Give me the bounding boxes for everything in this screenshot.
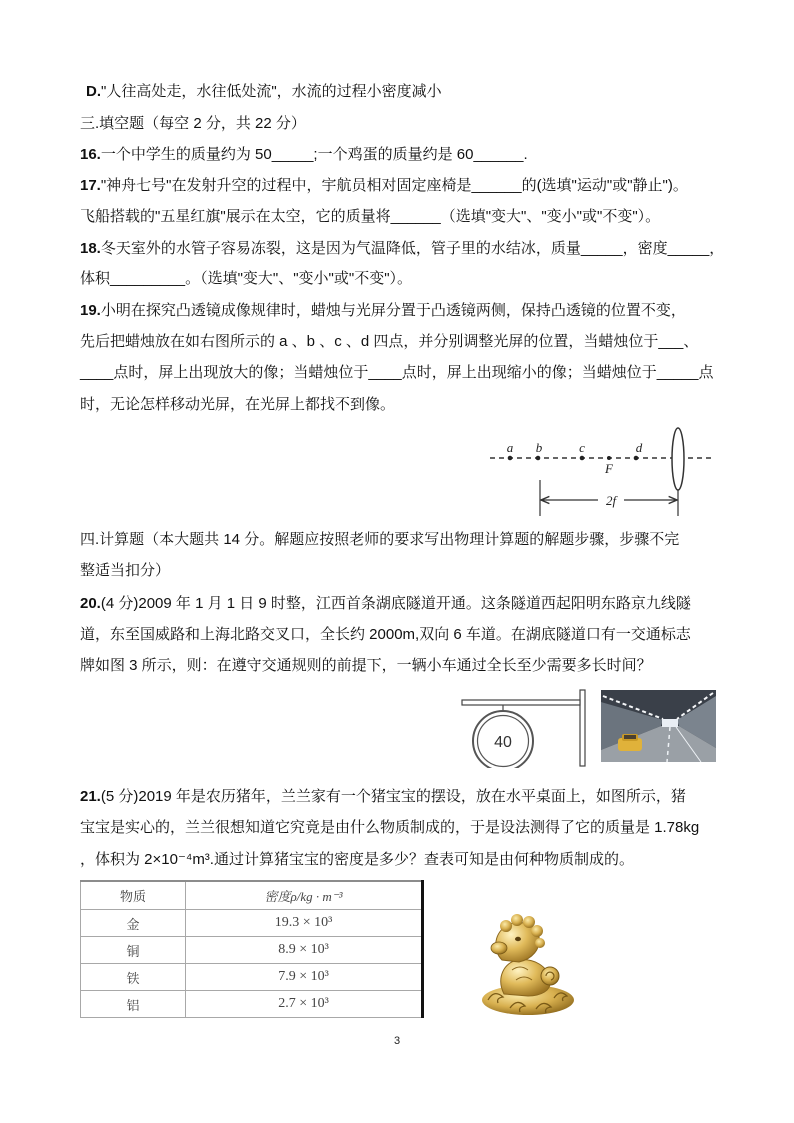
point-b-label: b [535,440,543,455]
distance-label: 2f [605,493,617,508]
figurine-snout [491,942,507,954]
speed-limit-value: 40 [494,734,512,751]
question-19-line-3: ____点时，屏上出现放大的像；当蜡烛位于____点时，屏上出现缩小的像；当蜡烛位于_____点 [80,364,714,381]
table-row [81,991,423,1018]
car-window [624,735,636,739]
question-text: "神舟七号"在发射升空的过程中，宇航员相对固定座椅是______的(选填"运动"或"静止")。 [100,177,688,194]
table-row [81,964,423,991]
point-c-label: c [579,440,585,455]
mane-curl [523,916,535,928]
mane-curl [500,920,512,932]
golden-figurine-svg [476,908,580,1018]
substance-cell: 铜 [81,937,186,964]
question-17-line-1 [80,176,688,196]
density-cell: 19.3 × 10³ [186,910,423,937]
focus-dot [607,456,611,460]
question-21-line-3: ，体积为 2×10⁻⁴m³.通过计算猪宝宝的密度是多少？查表可知是由何种物质制成的。 [80,851,634,868]
question-16-line [80,145,528,165]
tunnel-exit-light [662,719,678,727]
page-number: 3 [394,1035,401,1047]
question-21-line-2: 宝宝是实心的，兰兰很想知道它究竟是由什么物质制成的，于是设法测得了它的质量是 1.78kg [80,819,700,836]
density-cell: 8.9 × 10³ [186,937,423,964]
lens-diagram-svg [486,426,718,522]
question-18-line-2: 体积_________。（选填"变大"、"变小"或"不变"）。 [80,270,413,287]
density-cell: 2.7 × 10³ [186,991,423,1018]
tunnel-photo-svg [601,690,716,762]
convex-lens [672,428,684,490]
question-21-line-1 [80,787,686,807]
sign-bar [462,700,580,705]
question-text: 冬天室外的水管子容易冻裂，这是因为气温降低，管子里的水结冰，质量_____，密度_____， [100,240,725,257]
density-cell: 7.9 × 10³ [186,964,423,991]
substance-cell: 金 [81,910,186,937]
table-row [81,910,423,937]
question-20-line-1 [80,594,691,614]
column-header-density: 密度ρ/kg · m⁻³ [186,881,423,910]
point-d-dot [634,456,639,461]
mane-curl [535,938,545,948]
point-b-dot [536,456,541,461]
question-17-line-2: 飞船搭载的"五星红旗"展示在太空，它的质量将______（选填"变大"、"变小"或"不变"）。 [80,208,661,225]
option-text: "人往高处走，水往低处流"，水流的过程小密度减小 [101,83,442,100]
question-20-line-3: 牌如图 3 所示，则：在遵守交通规则的前提下，一辆小车通过全长至少需要多长时间？ [80,657,652,674]
section-heading-fill-blank: 三.填空题（每空 2 分，共 22 分） [80,115,306,132]
option-d-line [86,82,442,102]
tunnel-photo [601,690,716,762]
option-label: D. [86,83,101,100]
table-header-row [81,881,423,910]
question-number: 16. [80,146,101,163]
question-number: 19. [80,302,101,319]
mane-curl [531,925,543,937]
lens-diagram [486,426,718,522]
point-a-dot [508,456,513,461]
figurine-eye [515,937,521,941]
question-18-line-1 [80,239,724,259]
question-19-line-1 [80,301,686,321]
question-text: (4 分)2009 年 1 月 1 日 9 时整，江西首条湖底隧道开通。这条隧道西起阳明东路京九线隧 [100,595,691,612]
section-heading-calculation-line-2: 整适当扣分） [80,562,171,579]
table-row [81,937,423,964]
column-header-substance: 物质 [81,881,186,910]
speed-limit-sign-svg [458,688,594,768]
question-text: 一个中学生的质量约为 50_____;一个鸡蛋的质量约是 60______. [100,146,528,163]
point-a-label: a [506,440,514,455]
focus-label: F [605,461,613,476]
question-19-line-4: 时，无论怎样移动光屏，在光屏上都找不到像。 [80,396,396,413]
speed-limit-sign-figure [458,688,594,768]
question-text: (5 分)2019 年是农历猪年，兰兰家有一个猪宝宝的摆设，放在水平桌面上，如图所示，猪 [100,788,686,805]
density-table [80,880,424,1018]
figurine-tail-curl [541,967,559,985]
substance-cell: 铝 [81,991,186,1018]
question-text: 小明在探究凸透镜成像规律时，蜡烛与光屏分置于凸透镜两侧，保持凸透镜的位置不变， [100,302,686,319]
question-number: 20. [80,595,101,612]
sign-post [580,690,585,766]
question-20-line-2: 道，东至国威路和上海北路交叉口，全长约 2000m,双向 6 车道。在湖底隧道口有一交通标志 [80,626,691,643]
point-d-label: d [635,440,643,455]
substance-cell: 铁 [81,964,186,991]
section-heading-calculation-line-1: 四.计算题（本大题共 14 分。解题应按照老师的要求写出物理计算题的解题步骤，步骤不完 [80,531,680,548]
question-number: 18. [80,240,101,257]
question-number: 21. [80,788,101,805]
golden-figurine-photo [476,908,580,1018]
question-19-line-2: 先后把蜡烛放在如右图所示的 a 、b 、c 、d 四点，并分别调整光屏的位置，当蜡烛位于___、 [80,333,699,350]
point-c-dot [580,456,585,461]
mane-curl [511,914,523,926]
question-number: 17. [80,177,101,194]
